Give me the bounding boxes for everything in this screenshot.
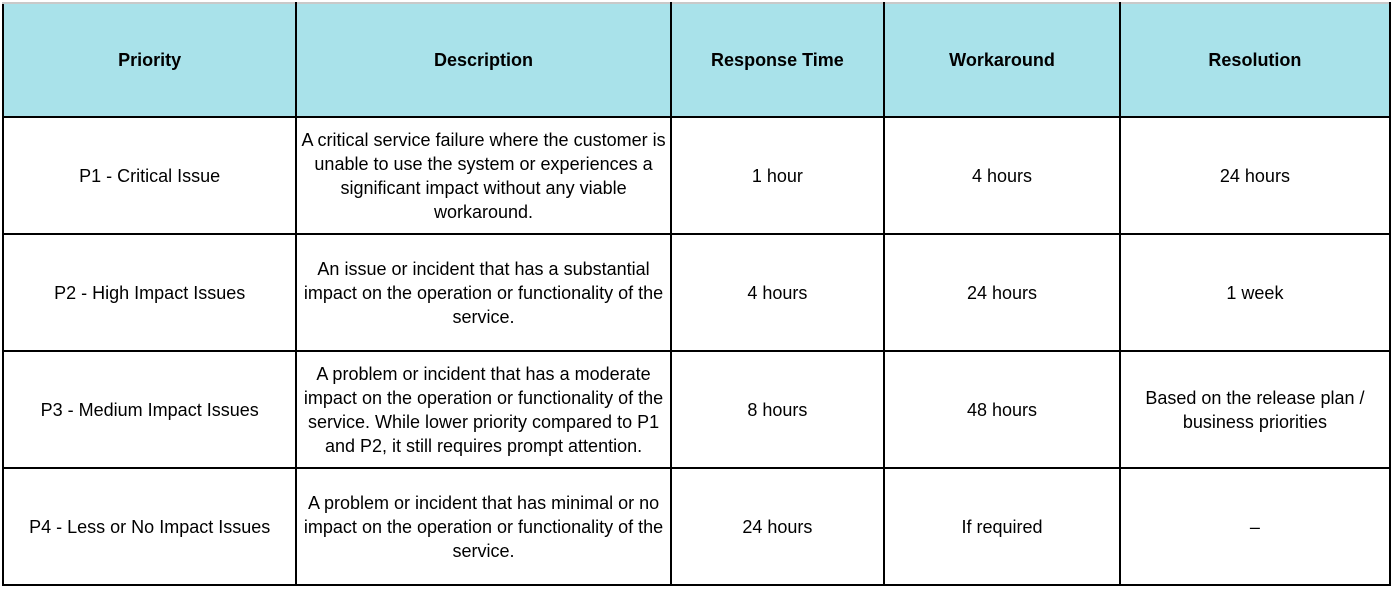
table-row bbox=[3, 351, 1390, 468]
description-text: A problem or incident that has a moderate impact on the operation or functionality of the service. While lower priority compared to P1 and P2, it still requires prompt attention. bbox=[303, 363, 664, 456]
cell-description bbox=[296, 117, 670, 234]
description-text: A critical service failure where the customer is unable to use the system or experiences a significant impact without any viable workaround. bbox=[301, 129, 666, 222]
header-resolution: Resolution bbox=[1120, 3, 1390, 117]
header-response-time: Response Time bbox=[671, 3, 884, 117]
cell-priority: P2 - High Impact Issues bbox=[3, 234, 296, 351]
cell-workaround: 24 hours bbox=[884, 234, 1120, 351]
cell-workaround: If required bbox=[884, 468, 1120, 585]
header-workaround: Workaround bbox=[884, 3, 1120, 117]
table-row bbox=[3, 117, 1390, 234]
cell-description bbox=[296, 468, 670, 585]
header-row bbox=[3, 3, 1390, 117]
sla-priority-table bbox=[2, 2, 1391, 586]
description-text: A problem or incident that has minimal or no impact on the operation or functionality of the service. bbox=[303, 492, 664, 561]
cell-resolution: 24 hours bbox=[1120, 117, 1390, 234]
cell-resolution: Based on the release plan / business priorities bbox=[1120, 351, 1390, 468]
cell-priority: P4 - Less or No Impact Issues bbox=[3, 468, 296, 585]
header-priority: Priority bbox=[3, 3, 296, 117]
table-body bbox=[3, 117, 1390, 585]
cell-resolution: – bbox=[1120, 468, 1390, 585]
cell-priority: P1 - Critical Issue bbox=[3, 117, 296, 234]
cell-description bbox=[296, 351, 670, 468]
cell-response-time: 24 hours bbox=[671, 468, 884, 585]
table-row bbox=[3, 468, 1390, 585]
cell-workaround: 48 hours bbox=[884, 351, 1120, 468]
table-header bbox=[3, 3, 1390, 117]
table-row bbox=[3, 234, 1390, 351]
cell-priority: P3 - Medium Impact Issues bbox=[3, 351, 296, 468]
description-text: An issue or incident that has a substantial impact on the operation or functionality of the service. bbox=[303, 258, 664, 327]
cell-workaround: 4 hours bbox=[884, 117, 1120, 234]
cell-response-time: 4 hours bbox=[671, 234, 884, 351]
cell-response-time: 8 hours bbox=[671, 351, 884, 468]
header-description: Description bbox=[296, 3, 670, 117]
cell-response-time: 1 hour bbox=[671, 117, 884, 234]
cell-resolution: 1 week bbox=[1120, 234, 1390, 351]
cell-description bbox=[296, 234, 670, 351]
